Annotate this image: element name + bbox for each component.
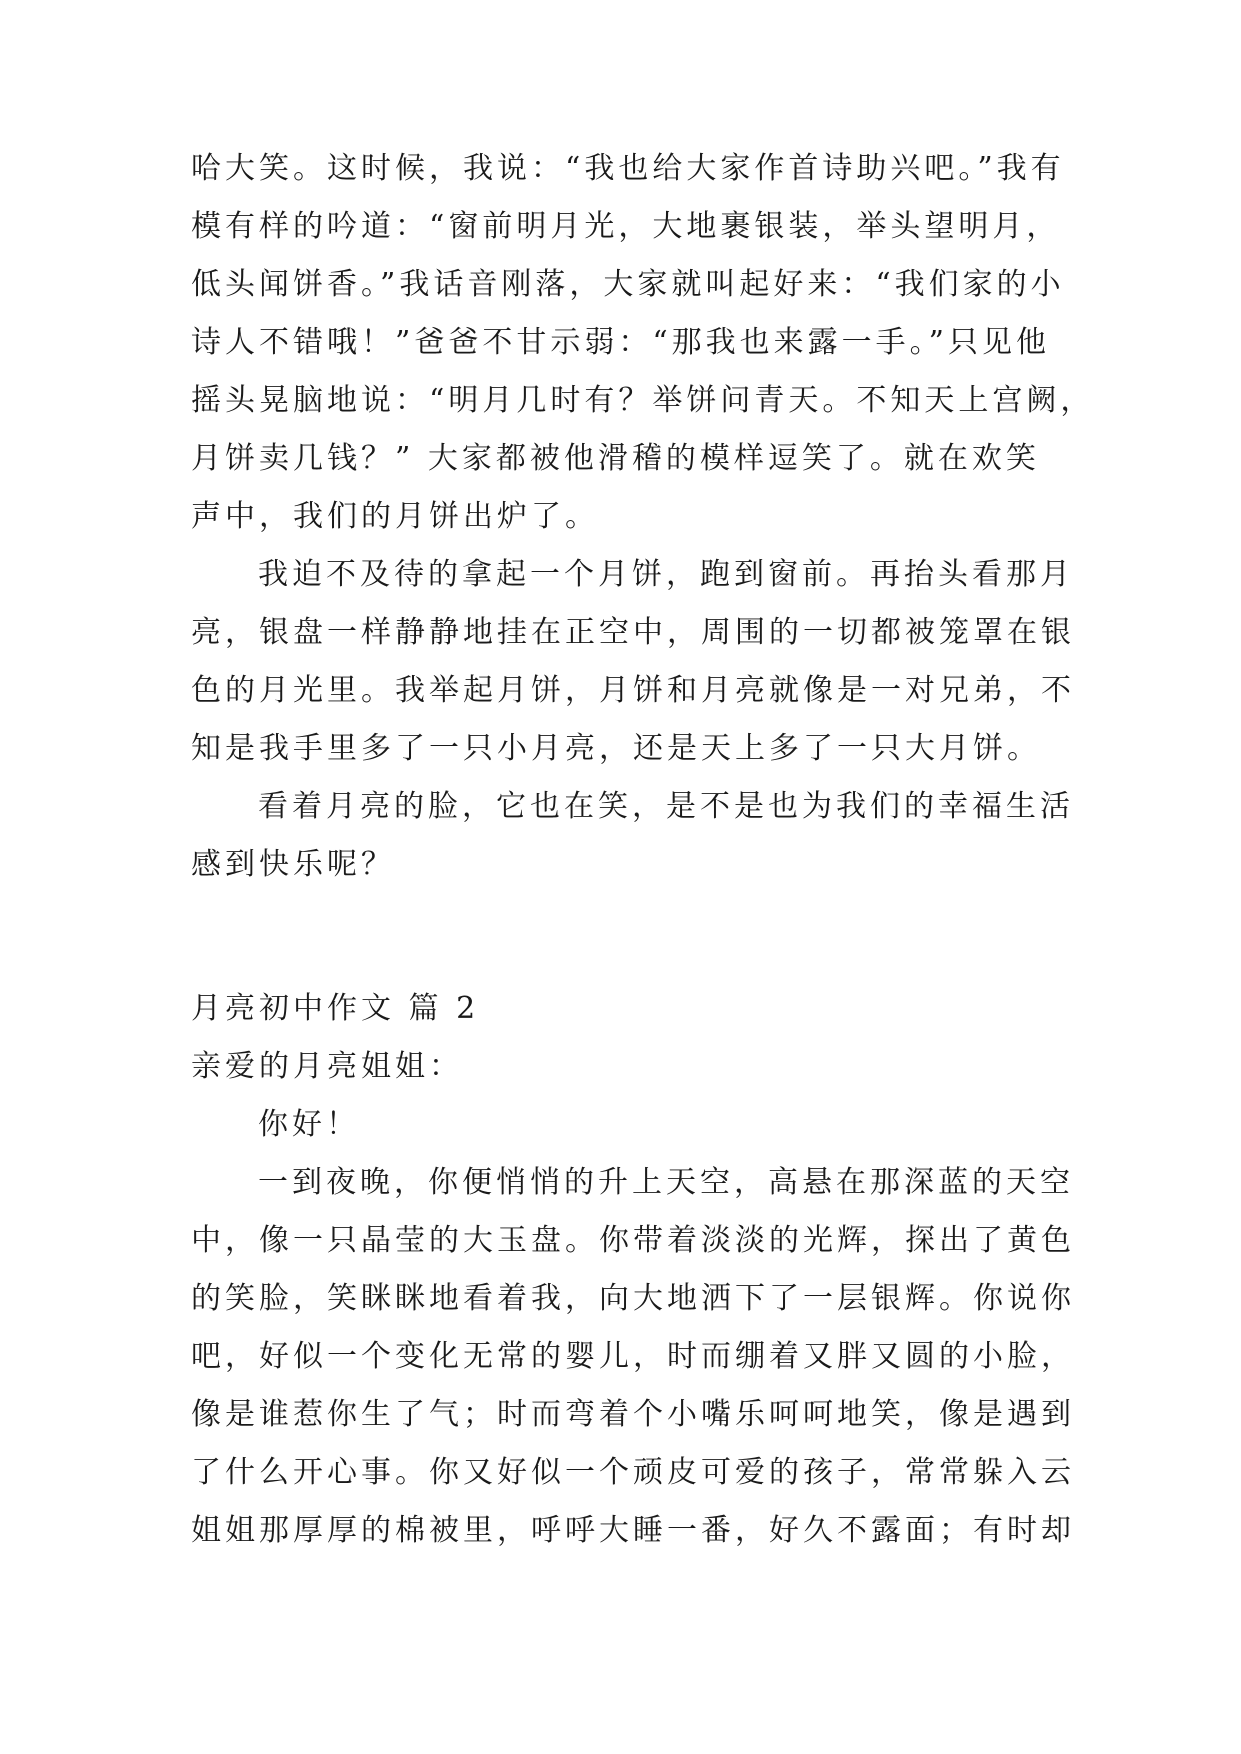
essay-text xyxy=(191,140,1095,1560)
text-line: 月饼卖几钱？” 大家都被他滑稽的模样逗笑了。就在欢笑 xyxy=(191,441,1040,476)
text-line: 声中，我们的月饼出炉了。 xyxy=(191,499,599,534)
text-line: 哈大笑。这时候，我说：“我也给大家作首诗助兴吧。”我有 xyxy=(191,151,1065,186)
paragraph-2 xyxy=(191,546,1075,778)
text-line: 低头闻饼香。”我话音刚落，大家就叫起好来：“我们家的小 xyxy=(191,267,1065,302)
text-line: 知是我手里多了一只小月亮，还是天上多了一只大月饼。 xyxy=(191,731,1041,766)
text-line: 模有样的吟道：“窗前明月光，大地裹银装，举头望明月， xyxy=(191,209,1061,244)
paragraph-4 xyxy=(191,1154,1075,1560)
text-line: 了什么开心事。你又好似一个顽皮可爱的孩子，常常躲入云 xyxy=(191,1455,1075,1490)
section-heading: 月亮初中作文 篇 2 xyxy=(191,991,480,1026)
text-line: 看着月亮的脸，它也在笑，是不是也为我们的幸福生活 xyxy=(258,789,1074,824)
text-line: 色的月光里。我举起月饼，月饼和月亮就像是一对兄弟，不 xyxy=(191,673,1075,708)
text-line: 的笑脸，笑眯眯地看着我，向大地洒下了一层银辉。你说你 xyxy=(191,1281,1075,1316)
text-line: 我迫不及待的拿起一个月饼，跑到窗前。再抬头看那月 xyxy=(258,557,1074,592)
text-line: 摇头晃脑地说：“明月几时有？举饼问青天。不知天上宫阙， xyxy=(191,383,1095,418)
text-line: 吧，好似一个变化无常的婴儿，时而绷着又胖又圆的小脸， xyxy=(191,1339,1075,1374)
paragraph-1 xyxy=(191,140,1095,546)
salutation: 亲爱的月亮姐姐： xyxy=(191,1049,463,1084)
greeting: 你好！ xyxy=(258,1107,360,1142)
text-line: 一到夜晚，你便悄悄的升上天空，高悬在那深蓝的天空 xyxy=(258,1165,1074,1200)
paragraph-3 xyxy=(191,778,1074,894)
text-line: 诗人不错哦！”爸爸不甘示弱：“那我也来露一手。”只见他 xyxy=(191,325,1051,360)
text-line: 中，像一只晶莹的大玉盘。你带着淡淡的光辉，探出了黄色 xyxy=(191,1223,1075,1258)
text-line: 姐姐那厚厚的棉被里，呼呼大睡一番，好久不露面；有时却 xyxy=(191,1513,1075,1548)
text-line: 感到快乐呢？ xyxy=(191,847,395,882)
text-line: 像是谁惹你生了气；时而弯着个小嘴乐呵呵地笑，像是遇到 xyxy=(191,1397,1075,1432)
section-gap xyxy=(191,894,1053,980)
text-line: 亮，银盘一样静静地挂在正空中，周围的一切都被笼罩在银 xyxy=(191,615,1075,650)
